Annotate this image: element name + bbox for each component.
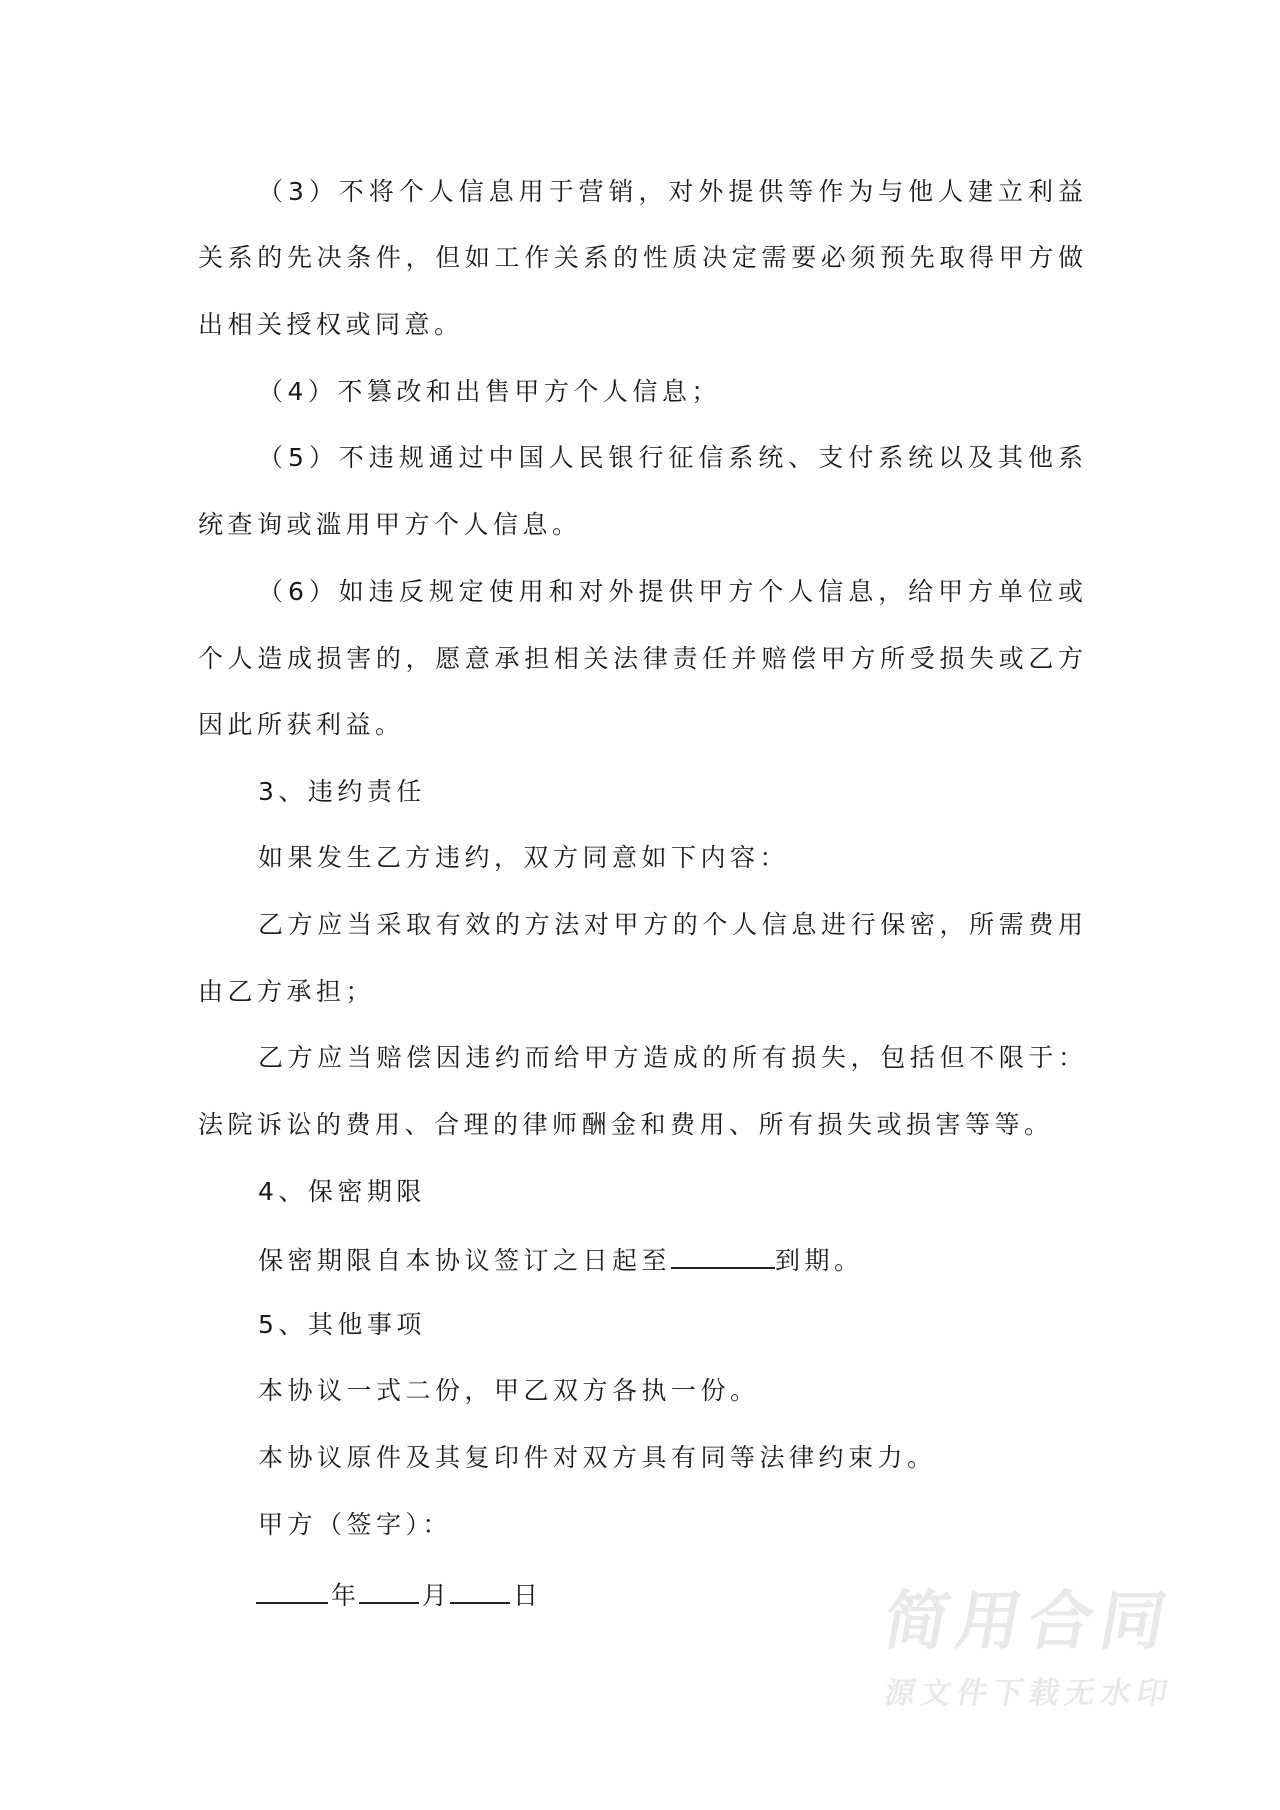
term-text-before: 保密期限自本协议签订之日起至	[258, 1246, 672, 1275]
section-5-copies-line: 本协议一式二份，甲乙双方各执一份。	[258, 1376, 760, 1405]
watermark-logo-text: 简用合同	[878, 1585, 1180, 1659]
section-3-item-1-line-2: 由乙方承担；	[198, 977, 376, 1006]
term-text-after: 到期。	[775, 1246, 864, 1275]
year-blank[interactable]	[256, 1576, 328, 1604]
month-blank[interactable]	[359, 1576, 419, 1604]
section-3-heading: 3、违约责任	[258, 777, 426, 806]
party-a-signature-label: 甲方（签字）：	[258, 1510, 453, 1539]
section-3-item-2-line-2: 法院诉讼的费用、合理的律师酬金和费用、所有损失或损害等等。	[198, 1110, 1054, 1139]
section-4-term-line	[258, 1241, 864, 1275]
clause-5-line-1: （5）不违规通过中国人民银行征信系统、支付系统以及其他系	[258, 443, 1083, 472]
clause-3-line-2: 关系的先决条件，但如工作关系的性质决定需要必须预先取得甲方做	[198, 243, 1083, 272]
clause-4-line-1: （4）不篡改和出售甲方个人信息；	[258, 377, 721, 406]
section-3-intro: 如果发生乙方违约，双方同意如下内容：	[258, 843, 790, 872]
clause-6-line-1: （6）如违反规定使用和对外提供甲方个人信息，给甲方单位或	[258, 577, 1083, 606]
watermark-subtitle: 源文件下载无水印	[882, 1676, 1177, 1711]
signature-date-line	[256, 1576, 541, 1610]
term-end-date-blank[interactable]	[671, 1241, 775, 1269]
section-5-validity-line: 本协议原件及其复印件对双方具有同等法律约束力。	[258, 1443, 937, 1472]
month-label: 月	[422, 1581, 448, 1610]
section-4-heading: 4、保密期限	[258, 1177, 426, 1206]
day-blank[interactable]	[450, 1576, 510, 1604]
clause-3-line-1: （3）不将个人信息用于营销，对外提供等作为与他人建立利益	[258, 177, 1083, 206]
section-3-item-2-line-1: 乙方应当赔偿因违约而给甲方造成的所有损失，包括但不限于：	[258, 1043, 1083, 1072]
section-5-heading: 5、其他事项	[258, 1310, 426, 1339]
section-3-item-1-line-1: 乙方应当采取有效的方法对甲方的个人信息进行保密，所需费用	[258, 910, 1083, 939]
clause-6-line-3: 因此所获利益。	[198, 710, 405, 739]
clause-5-line-2: 统查询或滥用甲方个人信息。	[198, 510, 582, 539]
clause-3-line-3: 出相关授权或同意。	[198, 310, 464, 339]
day-label: 日	[513, 1581, 539, 1610]
year-label: 年	[331, 1581, 357, 1610]
clause-6-line-2: 个人造成损害的，愿意承担相关法律责任并赔偿甲方所受损失或乙方	[198, 644, 1083, 673]
